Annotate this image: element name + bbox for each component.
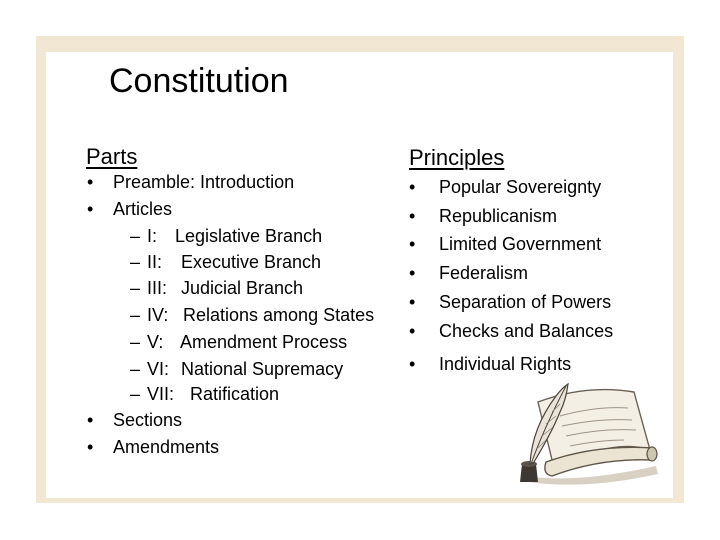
article-number: VI: — [147, 359, 170, 379]
principles-heading: Principles — [409, 145, 505, 170]
article-label: Judicial Branch — [181, 278, 304, 298]
bullet: • — [87, 172, 94, 192]
article-label: National Supremacy — [181, 359, 344, 379]
article-label: Legislative Branch — [175, 226, 323, 246]
bullet: • — [409, 234, 416, 254]
article-number: I: — [147, 226, 158, 246]
bullet: • — [409, 177, 416, 197]
bullet: • — [87, 410, 94, 430]
bullet: • — [409, 354, 416, 374]
bullet: • — [409, 292, 416, 312]
list-item-text: Sections — [113, 410, 183, 430]
bullet: • — [87, 199, 94, 219]
article-number: VII: — [147, 384, 175, 404]
dash: – — [130, 332, 141, 352]
dash: – — [130, 305, 141, 325]
list-item-text: Checks and Balances — [439, 321, 614, 341]
article-number: III: — [147, 278, 168, 298]
slide-title: Constitution — [109, 62, 289, 100]
list-item-text: Amendments — [113, 437, 220, 457]
bullet: • — [409, 206, 416, 226]
article-label: Relations among States — [183, 305, 375, 325]
quill-and-scroll-icon — [516, 378, 664, 490]
list-item-text: Popular Sovereignty — [439, 177, 602, 197]
article-number: V: — [147, 332, 164, 352]
list-item-text: Federalism — [439, 263, 529, 283]
dash: – — [130, 278, 141, 298]
article-label: Amendment Process — [180, 332, 348, 352]
dash: – — [130, 252, 141, 272]
scroll-end — [647, 447, 657, 461]
bullet: • — [87, 437, 94, 457]
list-item-text: Republicanism — [439, 206, 558, 226]
dash: – — [130, 359, 141, 379]
list-item-text: Separation of Powers — [439, 292, 612, 312]
bullet: • — [409, 321, 416, 341]
bullet: • — [409, 263, 416, 283]
article-number: IV: — [147, 305, 169, 325]
list-item-text: Individual Rights — [439, 354, 572, 374]
dash: – — [130, 384, 141, 404]
article-label: Executive Branch — [181, 252, 322, 272]
article-number: II: — [147, 252, 163, 272]
article-label: Ratification — [190, 384, 280, 404]
list-item-text: Limited Government — [439, 234, 602, 254]
parts-heading: Parts — [86, 144, 138, 169]
dash: – — [130, 226, 141, 246]
list-item-text: Articles — [113, 199, 173, 219]
list-item-text: Preamble: Introduction — [113, 172, 295, 192]
